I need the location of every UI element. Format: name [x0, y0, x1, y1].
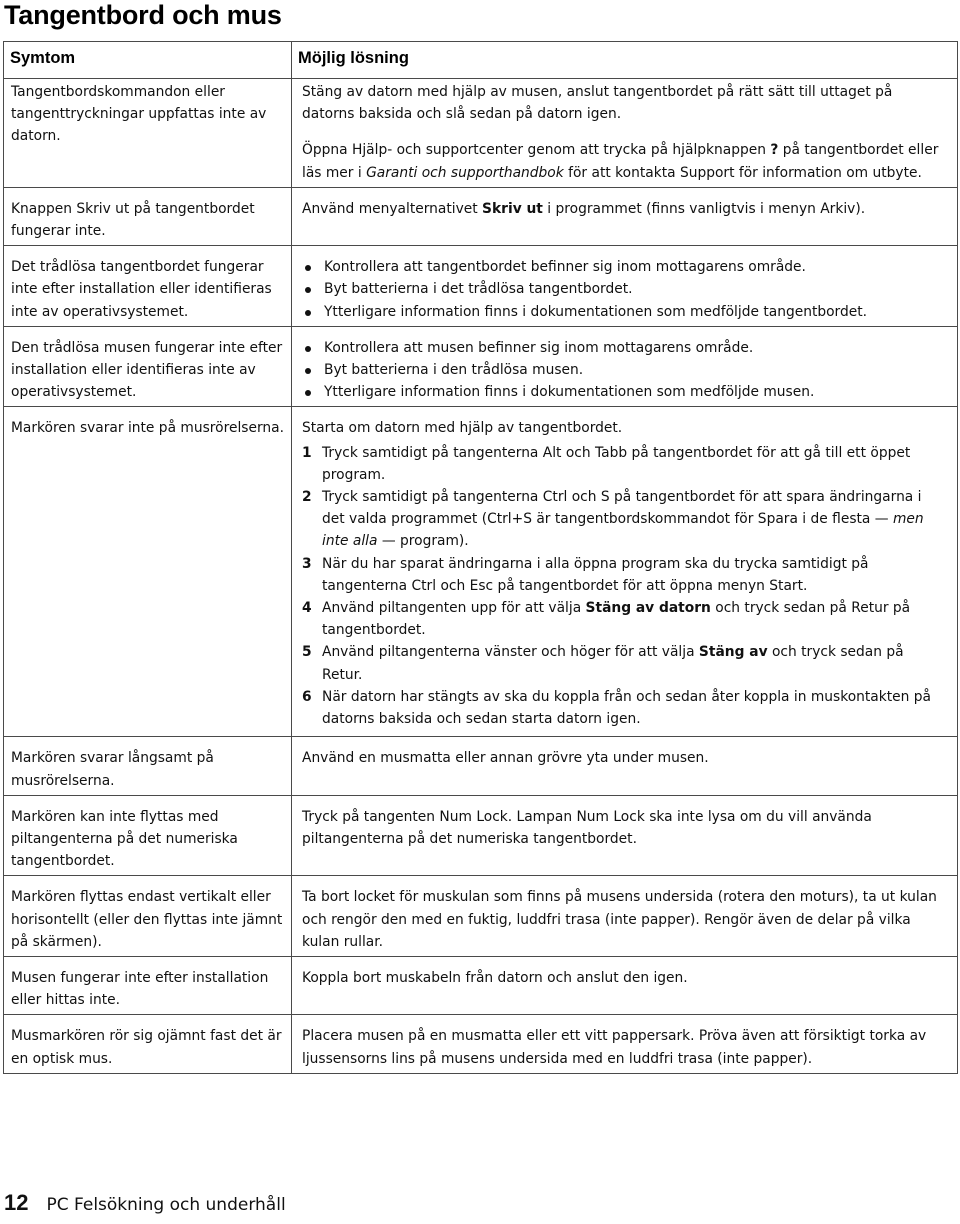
symptom-cell: [4, 407, 292, 737]
page-footer: [4, 1190, 286, 1224]
troubleshooting-table: [3, 41, 958, 1074]
text-run: — program).: [377, 533, 469, 550]
bullet-list: [302, 256, 945, 323]
text-run: för att kontakta Support för information om utbyte.: [563, 164, 922, 181]
symptom-cell: [4, 187, 292, 245]
list-item: Ytterligare information finns i dokumentationen som medföljde tangentbordet.: [302, 301, 945, 323]
symptom-cell: [4, 326, 292, 407]
text-run: och tryck sedan på Retur.: [322, 644, 904, 683]
solution-cell: [292, 1015, 958, 1073]
solution-text: Använd en musmatta eller annan grövre yta under musen.: [302, 750, 709, 767]
step-item: [302, 641, 945, 685]
step-number: 6: [302, 688, 312, 705]
step-number: 1: [302, 444, 312, 461]
step-item: [302, 686, 945, 730]
solution-text: Koppla bort muskabeln från datorn och anslut den igen.: [302, 970, 688, 987]
step-number: 5: [302, 644, 312, 661]
step-text: Tryck samtidigt på tangenterna Alt och Tabb på tangentbordet för att gå till ett öppet program.: [322, 444, 911, 483]
solution-cell: [292, 407, 958, 737]
help-key-symbol: ?: [770, 142, 779, 159]
table-row: [4, 795, 958, 876]
symptom-cell: [4, 79, 292, 188]
solution-text: Starta om datorn med hjälp av tangentbordet.: [302, 420, 623, 437]
symptom-text: Musmarkören rör sig ojämnt fast det är en optisk mus.: [11, 1028, 282, 1067]
table-row: [4, 1015, 958, 1073]
step-text: När datorn har stängts av ska du koppla från och sedan åter koppla in muskontakten på datorns baksida och sedan starta datorn igen.: [322, 688, 931, 728]
table-header-row: [4, 42, 958, 79]
text-run: Använd piltangenten upp för att välja: [322, 600, 586, 617]
step-item: [302, 486, 945, 553]
symptom-text: Tangentbordskommandon eller tangenttryckningar uppfattas inte av datorn.: [11, 84, 267, 145]
step-list: [302, 442, 945, 731]
table-row: [4, 737, 958, 795]
table-row: [4, 407, 958, 737]
solution-text: Tryck på tangenten Num Lock. Lampan Num Lock ska inte lysa om du vill använda piltangenterna på det numeriska tangentbordet.: [302, 808, 872, 848]
bullet-list: [302, 337, 945, 404]
table-row: [4, 957, 958, 1015]
menu-option-name: Stäng av datorn: [585, 600, 711, 617]
text-run: i programmet (finns vanligtvis i menyn Arkiv).: [542, 200, 866, 217]
symptom-cell: [4, 737, 292, 795]
list-item: Kontrollera att tangentbordet befinner sig inom mottagarens område.: [302, 256, 945, 278]
symptom-text: Markören svarar långsamt på musrörelserna.: [11, 750, 214, 789]
solution-cell: [292, 187, 958, 245]
symptom-text: Knappen Skriv ut på tangentbordet fungerar inte.: [11, 200, 255, 240]
symptom-text: Markören flyttas endast vertikalt eller horisontellt (eller den flyttas inte jämnt på skärmen).: [11, 889, 283, 950]
solution-cell: [292, 246, 958, 327]
symptom-cell: [4, 795, 292, 876]
text-run: på tangentbordet eller läs mer i: [302, 142, 939, 181]
symptom-text: Musen fungerar inte efter installation eller hittas inte.: [11, 970, 269, 1009]
step-text: [322, 641, 945, 685]
table-row: [4, 246, 958, 327]
text-run: Använd piltangenterna vänster och höger för att välja: [322, 644, 699, 661]
symptom-cell: [4, 246, 292, 327]
step-item: [302, 442, 945, 486]
step-item: [302, 597, 945, 641]
step-item: [302, 553, 945, 597]
solution-text: Stäng av datorn med hjälp av musen, anslut tangentbordet på rätt sätt till uttaget på datorns baksida och slå sedan på datorn igen.: [302, 84, 893, 123]
symptom-text: Den trådlösa musen fungerar inte efter installation eller identifieras inte av operativsystemet.: [11, 339, 283, 401]
page-title: Tangentbord och mus: [4, 0, 282, 30]
solution-cell: [292, 326, 958, 407]
list-item: Byt batterierna i den trådlösa musen.: [302, 359, 945, 381]
solution-cell: [292, 957, 958, 1015]
symptom-cell: [4, 876, 292, 957]
text-run: Använd menyalternativet: [302, 200, 483, 217]
menu-option-name: Stäng av: [698, 644, 768, 661]
symptom-cell: [4, 957, 292, 1015]
symptom-text: Det trådlösa tangentbordet fungerar inte efter installation eller identifieras inte av operativsystemet.: [11, 259, 272, 320]
page-number: 12: [4, 1190, 29, 1215]
table-row: [4, 326, 958, 407]
text-run: Tryck samtidigt på tangenterna Ctrl och S på tangentbordet för att spara ändringarna i det valda programmet (Ctrl+S är tangentbordskommandot för Spara i de flesta —: [322, 489, 922, 528]
footer-text: PC Felsökning och underhåll: [46, 1195, 286, 1215]
solution-text: [302, 139, 945, 183]
text-run: och tryck sedan på Retur på tangentbordet.: [322, 600, 911, 639]
solution-text: Placera musen på en musmatta eller ett vitt pappersark. Pröva även att försiktigt torka av ljussensorns lins på musens undersida med en luddfri trasa (inte papper).: [302, 1028, 927, 1067]
list-item: Kontrollera att musen befinner sig inom mottagarens område.: [302, 337, 945, 359]
list-item: Ytterligare information finns i dokumentationen som medföljde musen.: [302, 381, 945, 403]
column-header-solution: Möjlig lösning: [292, 42, 958, 79]
step-text: [322, 486, 945, 553]
solution-cell: [292, 737, 958, 795]
solution-cell: [292, 795, 958, 876]
list-item: Byt batterierna i det trådlösa tangentbordet.: [302, 278, 945, 300]
table-row: [4, 876, 958, 957]
menu-option-name: Skriv ut: [482, 200, 543, 217]
solution-cell: [292, 79, 958, 188]
text-run: Öppna Hjälp- och supportcenter genom att trycka på hjälpknappen: [302, 142, 766, 159]
symptom-text: Markören kan inte flyttas med piltangenterna på det numeriska tangentbordet.: [11, 808, 238, 870]
step-number: 4: [302, 600, 312, 617]
emphasis: men inte alla: [322, 511, 924, 550]
solution-text: Ta bort locket för muskulan som finns på musens undersida (rotera den moturs), ta ut kulan och rengör den med en fuktig, luddfri trasa (inte papper). Rengör även de delar på vilka kulan rullar.: [302, 889, 937, 950]
column-header-symptom: Symtom: [4, 42, 292, 79]
step-text: När du har sparat ändringarna i alla öppna program ska du trycka samtidigt på tangenterna Ctrl och Esc på tangentbordet för att öppna menyn Start.: [322, 555, 869, 594]
step-number: 3: [302, 555, 312, 572]
guide-title: Garanti och supporthandbok: [366, 164, 564, 181]
step-number: 2: [302, 489, 312, 506]
solution-cell: [292, 876, 958, 957]
symptom-cell: [4, 1015, 292, 1073]
symptom-text: Markören svarar inte på musrörelserna.: [11, 420, 284, 437]
table-row: [4, 79, 958, 188]
table-row: [4, 187, 958, 245]
step-text: [322, 597, 945, 641]
